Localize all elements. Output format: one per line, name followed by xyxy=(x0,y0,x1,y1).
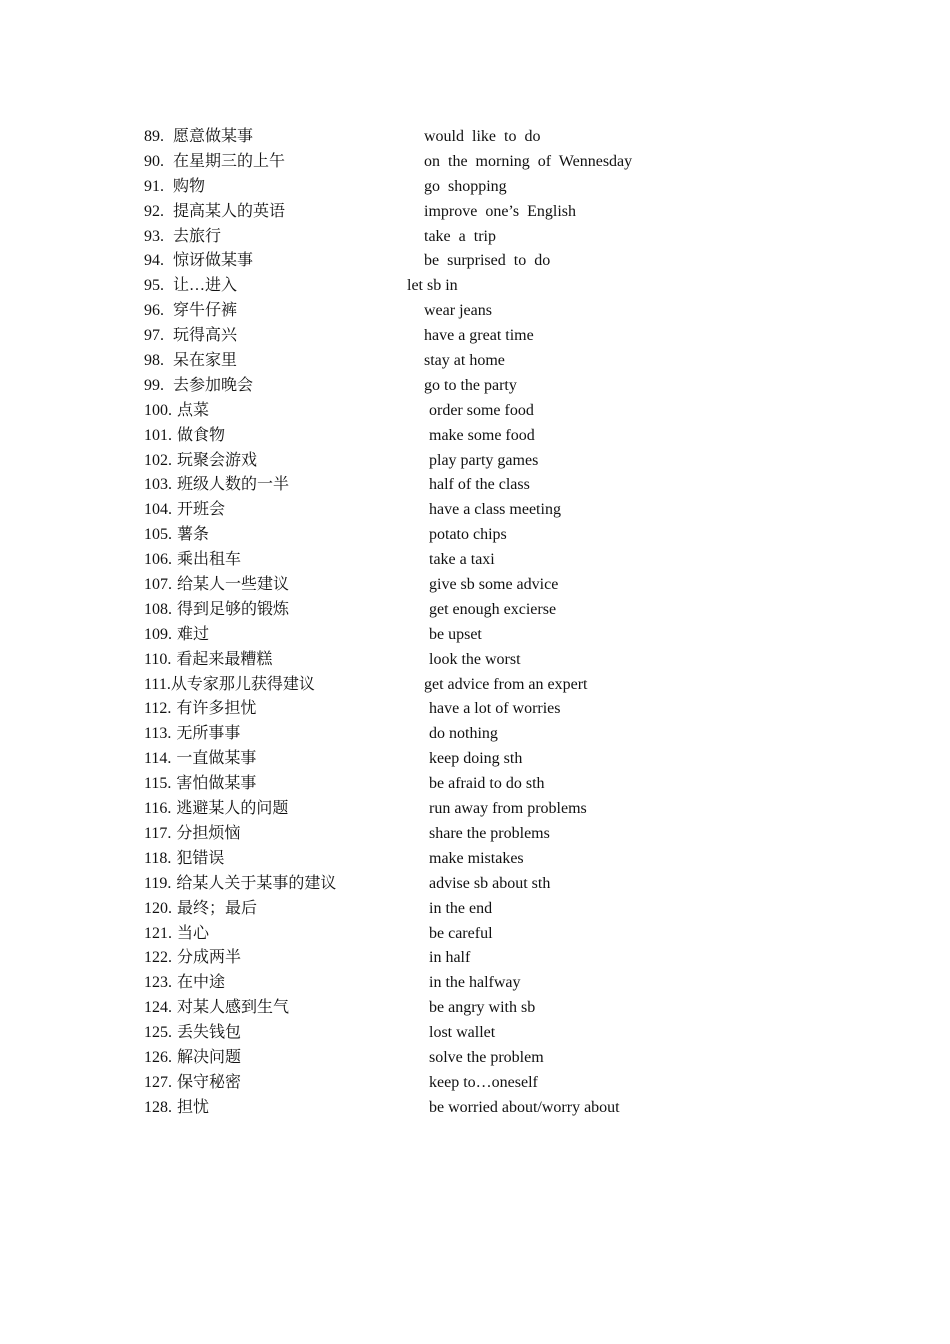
phrase-chinese: 难过 xyxy=(177,625,210,643)
phrase-number-and-chinese xyxy=(144,897,257,922)
phrase-row xyxy=(144,225,844,250)
phrase-number-and-chinese xyxy=(144,623,209,648)
phrase-number-and-chinese xyxy=(144,573,289,598)
phrase-chinese: 购物 xyxy=(173,177,206,195)
phrase-english: stay at home xyxy=(424,352,505,370)
phrase-number-and-chinese xyxy=(144,648,272,673)
phrase-english: take a trip xyxy=(424,227,496,245)
phrase-number-and-chinese xyxy=(144,324,237,349)
phrase-english: have a lot of worries xyxy=(429,700,561,718)
phrase-chinese: 惊讶做某事 xyxy=(173,252,254,270)
phrase-row xyxy=(144,274,844,299)
phrase-number: 94. xyxy=(144,252,164,270)
phrase-english: in the halfway xyxy=(429,974,521,992)
phrase-row xyxy=(144,971,844,996)
phrase-row xyxy=(144,922,844,947)
phrase-row xyxy=(144,1046,844,1071)
phrase-row xyxy=(144,772,844,797)
phrase-english: in half xyxy=(429,949,471,967)
phrase-row xyxy=(144,623,844,648)
phrase-row xyxy=(144,548,844,573)
phrase-number: 107. xyxy=(144,576,172,594)
phrase-row xyxy=(144,349,844,374)
phrase-number-and-chinese xyxy=(144,399,209,424)
phrase-chinese: 在星期三的上午 xyxy=(173,152,286,170)
phrase-number: 112. xyxy=(144,700,172,718)
phrase-number: 109. xyxy=(144,625,172,643)
phrase-row xyxy=(144,249,844,274)
phrase-chinese: 去旅行 xyxy=(173,227,222,245)
phrase-number-and-chinese xyxy=(144,523,209,548)
phrase-row xyxy=(144,1096,844,1121)
phrase-number-and-chinese xyxy=(144,772,256,797)
phrase-number-and-chinese xyxy=(144,822,240,847)
phrase-english: take a taxi xyxy=(429,551,495,569)
phrase-chinese: 丢失钱包 xyxy=(177,1024,242,1042)
phrase-english: get advice from an expert xyxy=(424,675,588,693)
phrase-number: 92. xyxy=(144,202,164,220)
phrase-number-and-chinese xyxy=(144,150,285,175)
phrase-number: 120. xyxy=(144,899,172,917)
phrase-number-and-chinese xyxy=(144,299,237,324)
phrase-english: improve one’s English xyxy=(424,202,576,220)
phrase-row xyxy=(144,299,844,324)
phrase-english: get enough excierse xyxy=(429,600,557,618)
phrase-chinese: 当心 xyxy=(177,924,210,942)
phrase-number-and-chinese xyxy=(144,548,241,573)
phrase-number: 127. xyxy=(144,1073,172,1091)
phrase-row xyxy=(144,473,844,498)
phrase-chinese: 提高某人的英语 xyxy=(173,202,286,220)
phrase-number-and-chinese xyxy=(144,971,225,996)
phrase-number: 97. xyxy=(144,327,164,345)
phrase-number: 99. xyxy=(144,376,164,394)
phrase-row xyxy=(144,722,844,747)
phrase-row xyxy=(144,399,844,424)
phrase-number-and-chinese xyxy=(144,274,237,299)
phrase-chinese: 一直做某事 xyxy=(176,750,257,768)
phrase-row xyxy=(144,374,844,399)
phrase-english: be worried about/worry about xyxy=(429,1098,620,1116)
phrase-number: 115. xyxy=(144,775,172,793)
phrase-number-and-chinese xyxy=(144,200,285,225)
phrase-number: 104. xyxy=(144,501,172,519)
phrase-number: 111. xyxy=(144,675,171,693)
phrase-chinese: 害怕做某事 xyxy=(176,775,257,793)
phrase-number: 103. xyxy=(144,476,172,494)
phrase-english: in the end xyxy=(429,899,493,917)
phrase-chinese: 班级人数的一半 xyxy=(177,476,290,494)
phrase-chinese: 呆在家里 xyxy=(173,352,238,370)
phrase-english: would like to do xyxy=(424,128,541,145)
phrase-number-and-chinese xyxy=(144,872,336,897)
phrase-number-and-chinese xyxy=(144,1021,241,1046)
phrase-row xyxy=(144,697,844,722)
phrase-english: be upset xyxy=(429,625,482,643)
phrase-number-and-chinese xyxy=(144,424,225,449)
phrase-chinese: 看起来最糟糕 xyxy=(176,650,273,668)
phrase-chinese: 给某人关于某事的建议 xyxy=(176,874,337,892)
phrase-number-and-chinese xyxy=(144,996,289,1021)
phrase-number: 122. xyxy=(144,949,172,967)
phrase-english: be surprised to do xyxy=(424,252,551,270)
phrase-english: be angry with sb xyxy=(429,999,536,1017)
phrase-number-and-chinese xyxy=(144,125,253,150)
phrase-number-and-chinese xyxy=(144,498,225,523)
phrase-number: 98. xyxy=(144,352,164,370)
phrase-row xyxy=(144,598,844,623)
phrase-row xyxy=(144,872,844,897)
phrase-number: 95. xyxy=(144,277,164,295)
phrase-number-and-chinese xyxy=(144,922,209,947)
phrase-row xyxy=(144,125,844,150)
phrase-english: be afraid to do sth xyxy=(429,775,545,793)
phrase-english: share the problems xyxy=(429,824,550,842)
phrase-row xyxy=(144,523,844,548)
phrase-row xyxy=(144,573,844,598)
phrase-english: keep to…oneself xyxy=(429,1073,538,1091)
phrase-chinese: 分成两半 xyxy=(177,949,242,967)
phrase-number-and-chinese xyxy=(144,473,289,498)
phrase-number-and-chinese xyxy=(144,598,289,623)
phrase-number-and-chinese xyxy=(144,1096,209,1121)
phrase-chinese: 解决问题 xyxy=(177,1048,242,1066)
phrase-english: have a class meeting xyxy=(429,501,561,519)
phrase-chinese: 玩得高兴 xyxy=(173,327,238,345)
phrase-row xyxy=(144,797,844,822)
phrase-number: 121. xyxy=(144,924,172,942)
phrase-english: run away from problems xyxy=(429,800,587,818)
phrase-chinese: 开班会 xyxy=(177,501,226,519)
phrase-number: 91. xyxy=(144,177,164,195)
phrase-number: 113. xyxy=(144,725,172,743)
phrase-chinese: 给某人一些建议 xyxy=(177,576,290,594)
phrase-english: play party games xyxy=(429,451,539,469)
phrase-number: 126. xyxy=(144,1048,172,1066)
phrase-english: be careful xyxy=(429,924,493,942)
phrase-row xyxy=(144,673,844,698)
phrase-number: 128. xyxy=(144,1098,172,1116)
phrase-english: on the morning of Wennesday xyxy=(424,152,633,170)
phrase-number-and-chinese xyxy=(144,175,205,200)
phrase-english: lost wallet xyxy=(429,1024,496,1042)
phrase-number-and-chinese xyxy=(144,747,256,772)
phrase-number: 123. xyxy=(144,974,172,992)
phrase-row xyxy=(144,150,844,175)
phrase-row xyxy=(144,1021,844,1046)
phrase-number-and-chinese xyxy=(144,449,257,474)
phrase-chinese: 逃避某人的问题 xyxy=(176,800,289,818)
phrase-number: 102. xyxy=(144,451,172,469)
phrase-number: 108. xyxy=(144,600,172,618)
phrase-number: 90. xyxy=(144,152,164,170)
phrase-chinese: 薯条 xyxy=(177,526,210,544)
phrase-number: 119. xyxy=(144,874,172,892)
phrase-english: advise sb about sth xyxy=(429,874,551,892)
phrase-english: make mistakes xyxy=(429,849,524,867)
phrase-list xyxy=(144,125,844,1121)
phrase-english: solve the problem xyxy=(429,1048,544,1066)
phrase-chinese: 去参加晚会 xyxy=(173,376,254,394)
phrase-chinese: 让…进入 xyxy=(173,277,238,295)
phrase-row xyxy=(144,498,844,523)
phrase-number: 118. xyxy=(144,849,172,867)
phrase-number: 101. xyxy=(144,426,172,444)
phrase-chinese: 最终；最后 xyxy=(177,899,258,917)
phrase-number-and-chinese xyxy=(144,374,253,399)
phrase-english: make some food xyxy=(429,426,535,444)
phrase-number: 117. xyxy=(144,824,172,842)
phrase-chinese: 点菜 xyxy=(177,401,210,419)
phrase-row xyxy=(144,449,844,474)
phrase-chinese: 在中途 xyxy=(177,974,226,992)
phrase-number: 89. xyxy=(144,128,164,145)
phrase-row xyxy=(144,847,844,872)
phrase-english: do nothing xyxy=(429,725,498,743)
phrase-chinese: 有许多担忧 xyxy=(176,700,257,718)
phrase-number-and-chinese xyxy=(144,673,315,698)
phrase-english: keep doing sth xyxy=(429,750,523,768)
phrase-number: 110. xyxy=(144,650,172,668)
phrase-chinese: 对某人感到生气 xyxy=(177,999,290,1017)
phrase-row xyxy=(144,200,844,225)
phrase-chinese: 乘出租车 xyxy=(177,551,242,569)
phrase-chinese: 保守秘密 xyxy=(177,1073,242,1091)
phrase-english: wear jeans xyxy=(424,302,492,320)
phrase-row xyxy=(144,1071,844,1096)
phrase-row xyxy=(144,897,844,922)
phrase-row xyxy=(144,175,844,200)
phrase-english: half of the class xyxy=(429,476,530,494)
phrase-number-and-chinese xyxy=(144,722,240,747)
phrase-english: go shopping xyxy=(424,177,507,195)
phrase-number: 114. xyxy=(144,750,172,768)
phrase-english: let sb in xyxy=(407,277,458,295)
phrase-number-and-chinese xyxy=(144,697,256,722)
phrase-english: give sb some advice xyxy=(429,576,559,594)
phrase-english: have a great time xyxy=(424,327,534,345)
phrase-number: 96. xyxy=(144,302,164,320)
phrase-number: 106. xyxy=(144,551,172,569)
phrase-chinese: 玩聚会游戏 xyxy=(177,451,258,469)
phrase-english: order some food xyxy=(429,401,534,419)
phrase-number-and-chinese xyxy=(144,1046,241,1071)
phrase-number-and-chinese xyxy=(144,249,253,274)
phrase-chinese: 分担烦恼 xyxy=(176,824,241,842)
phrase-row xyxy=(144,822,844,847)
phrase-row xyxy=(144,424,844,449)
phrase-row xyxy=(144,324,844,349)
phrase-english: look the worst xyxy=(429,650,521,668)
phrase-english: go to the party xyxy=(424,376,517,394)
phrase-chinese: 做食物 xyxy=(177,426,226,444)
phrase-number-and-chinese xyxy=(144,349,237,374)
phrase-chinese: 得到足够的锻炼 xyxy=(177,600,290,618)
phrase-number: 105. xyxy=(144,526,172,544)
phrase-chinese: 担忧 xyxy=(177,1098,210,1116)
phrase-number-and-chinese xyxy=(144,1071,241,1096)
phrase-number-and-chinese xyxy=(144,847,224,872)
phrase-number: 125. xyxy=(144,1024,172,1042)
phrase-number: 93. xyxy=(144,227,164,245)
phrase-row xyxy=(144,747,844,772)
phrase-number-and-chinese xyxy=(144,946,241,971)
phrase-chinese: 愿意做某事 xyxy=(173,128,254,145)
phrase-row xyxy=(144,648,844,673)
phrase-number: 100. xyxy=(144,401,172,419)
phrase-row xyxy=(144,996,844,1021)
phrase-number-and-chinese xyxy=(144,797,288,822)
phrase-number: 124. xyxy=(144,999,172,1017)
phrase-number: 116. xyxy=(144,800,172,818)
phrase-chinese: 从专家那儿获得建议 xyxy=(170,675,315,693)
phrase-number-and-chinese xyxy=(144,225,221,250)
phrase-english: potato chips xyxy=(429,526,507,544)
phrase-chinese: 无所事事 xyxy=(176,725,241,743)
phrase-row xyxy=(144,946,844,971)
phrase-chinese: 犯错误 xyxy=(176,849,225,867)
phrase-chinese: 穿牛仔裤 xyxy=(173,302,238,320)
